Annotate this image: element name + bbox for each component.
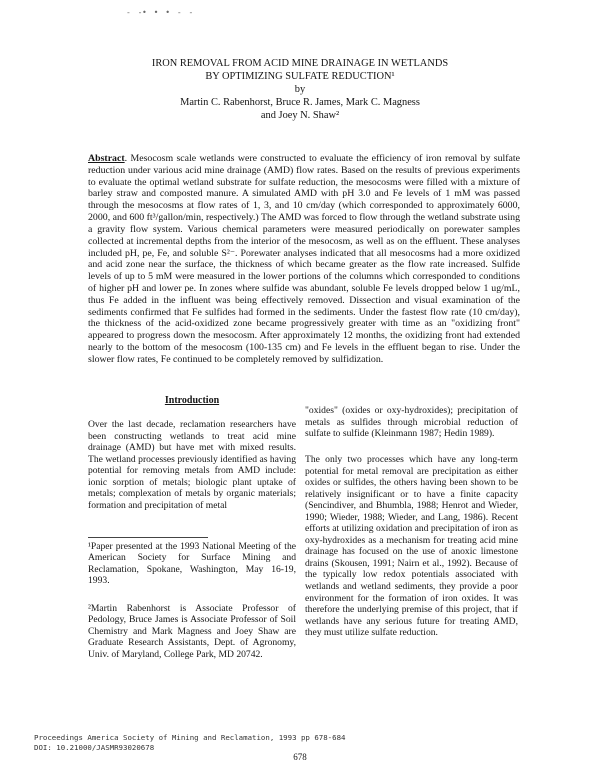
title-line-1: IRON REMOVAL FROM ACID MINE DRAINAGE IN WETLANDS	[151, 58, 449, 69]
abstract	[88, 153, 520, 366]
authors-line-1: Martin C. Rabenhorst, Bruce R. James, Mark C. Magness	[180, 97, 420, 108]
authors	[0, 97, 600, 122]
intro-right-paragraph-1: "oxides" (oxides or oxy-hydroxides); precipitation of metals as sulfides through microbial reduction of sulfate to sulfide (Kleinmann 1987; Hedin 1989).	[305, 405, 518, 440]
intro-left-column: Over the last decade, reclamation researchers have been constructing wetlands to treat acid mine drainage (AMD) but have met with mixed results. The wetland processes previously identified as having potential for removing metals from AMD include: ionic sorption of metals; biologic plant uptake of metals; complexation of metals by organic materials; formation and precipitation of metal	[88, 419, 296, 511]
title-line-2: BY OPTIMIZING SULFATE REDUCTION¹	[205, 70, 395, 82]
header-mark-left: - -	[126, 8, 144, 17]
abstract-label: Abstract	[88, 153, 125, 164]
paper-title	[0, 58, 600, 83]
footnote-rule	[88, 537, 208, 538]
authors-line-2: and Joey N. Shaw²	[260, 109, 340, 121]
footnote-2: ²Martin Rabenhorst is Associate Professor of Pedology, Bruce James is Associate Professor of Soil Chemistry and Mark Magness and Joey Shaw are Graduate Research Assistants, Dept. of Agronomy, Univ. of Maryland, College Park, MD 20742.	[88, 603, 296, 660]
proceedings-line: Proceedings America Society of Mining and Reclamation, 1993 pp 678-684	[34, 733, 346, 742]
page-number: 678	[293, 752, 307, 762]
intro-right-paragraph-2: The only two processes which have any long-term potential for metal removal are precipitation as either oxides or sulfides, the others having been shown to be relatively insignificant or to have a finite capacity (Sencindiver, and Bhumbla, 1988; Henrot and Wieder, 1990; Wieder, 1988; Wieder, and Lang, 1986). Recent efforts at utilizing oxidation and precipitation of iron as oxy-hydroxides as a mechanism for treating acid mine drainage has focused on the use of anoxic limestone drains (Skousen, 1991; Nairn et al., 1992). Because of the typically low redox potentials associated with wetlands and wetland sediments, they provide a poor environment for the formation of iron oxides. It was therefore the underlying premise of this project, that if wetlands have any serious future for treating AMD, they must utilize sulfate reduction.	[305, 454, 518, 639]
byline: by	[294, 84, 306, 95]
proceedings-citation	[34, 733, 345, 753]
abstract-text: . Mesocosm scale wetlands were constructed to evaluate the efficiency of iron removal by sulfate reduction under various acid mine drainage (AMD) flow rates. Based on the results of previous experiments to evaluate the optimal wetland substrate for sulfate reduction, the mesocosms were filled with a mixture of barley straw and composted manure. A simulated AMD with pH 3.0 and Fe levels of 1 mM was passed through the mesocosms at flow rates of 1, 3, and 10 cm/day (which corresponded to approximately 6000, 2000, and 600 ft³/gallon/min, respectively.) The AMD was forced to flow through the wetland substrate using a gravity flow system. Various chemical parameters were measured periodically on porewater samples collected at incremental depths from the interior of the mesocosm, as well as on the effluent. These analyses included pH, pe, Fe, and soluble S²⁻. Porewater analyses indicated that all mesocosms had a more oxidized and acid zone near the surface, the thickness of which became greater as the flow rate increased. Sulfide levels of up to 5 mM were measured in the lower portions of the columns which corresponded to conditions of higher pH and lower pe. In zones where sulfide was abundant, soluble Fe levels dropped below 1 ug/mL, thus Fe added in the influent was being effectively removed. Dissection and visual examination of the sediments confirmed that Fe sulfides had formed in the sediments. Under the fastest flow rate (10 cm/day), the thickness of the acid-oxidized zone became progressively greater with time as an "oxidizing front" appeared to progress down the mesocosm. After approximately 12 months, the oxidizing front had extended nearly to the bottom of the mesocosm (100-135 cm) and Fe levels in the effluent began to rise. Under the slower flow rates, Fe continued to be completely removed by sulfidization.	[88, 153, 520, 365]
footnote-1: ¹Paper presented at the 1993 National Meeting of the American Society for Surface Mining and Reclamation, Spokane, Washington, May 16-19, 1993.	[88, 541, 296, 587]
doi-line: DOI: 10.21000/JASMR93020678	[34, 743, 155, 752]
introduction-heading: Introduction	[164, 395, 220, 406]
header-mark-right: • • • - -	[142, 8, 195, 17]
